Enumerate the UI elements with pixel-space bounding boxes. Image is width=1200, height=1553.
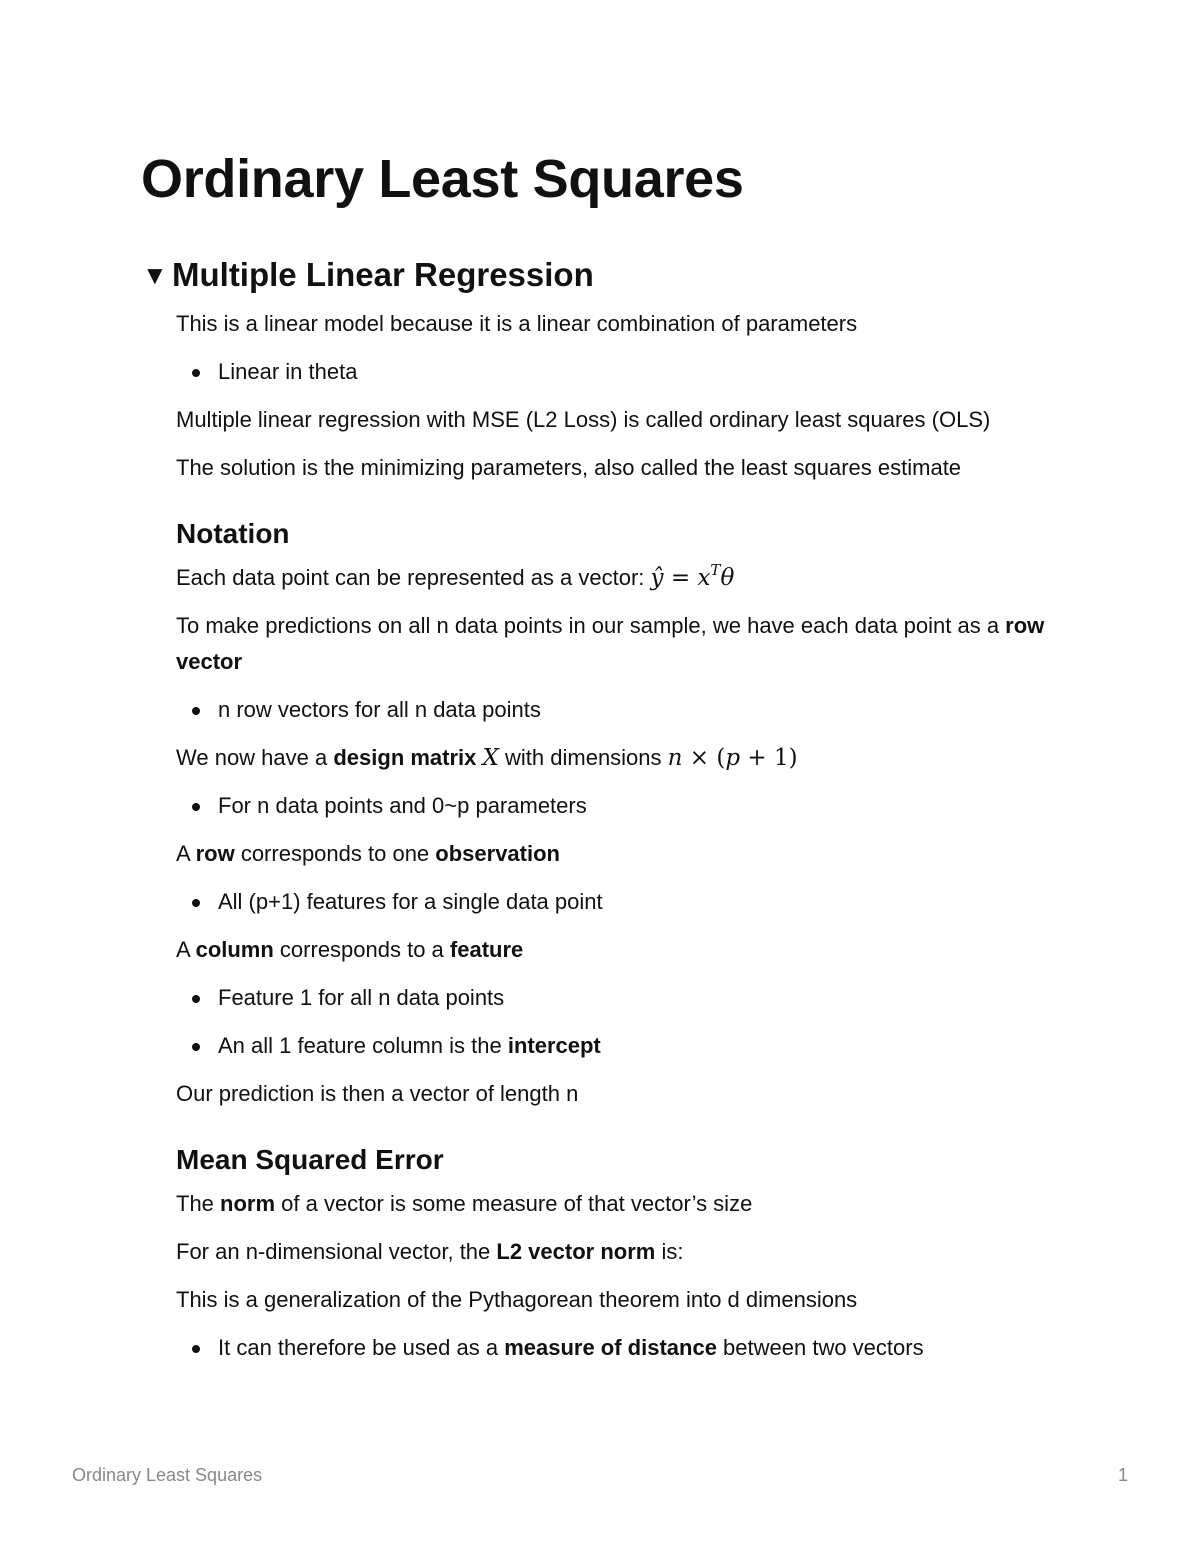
math-symbol: p bbox=[725, 745, 741, 771]
toggle-multiple-linear-regression[interactable] bbox=[142, 252, 594, 298]
paragraph bbox=[176, 1186, 1081, 1222]
bullet-list bbox=[176, 692, 1081, 728]
bold-text: row vector bbox=[176, 613, 1045, 674]
list-item: Linear in theta bbox=[176, 354, 1081, 390]
section-heading-mean-squared-error: Mean Squared Error bbox=[176, 1144, 444, 1175]
list-item: All (p+1) features for a single data point bbox=[176, 884, 1081, 920]
paragraph: The solution is the minimizing parameters, also called the least squares estimate bbox=[176, 455, 962, 480]
math-superscript: T bbox=[710, 561, 721, 579]
text: corresponds to a bbox=[273, 937, 450, 962]
math-symbol: ŷ bbox=[650, 565, 664, 591]
text: A bbox=[176, 841, 196, 866]
text: The bbox=[176, 1191, 221, 1216]
paragraph bbox=[176, 560, 1081, 596]
math-symbol: ( bbox=[716, 745, 726, 771]
list-item bbox=[176, 1330, 1081, 1366]
bullet-list bbox=[176, 980, 1081, 1064]
list-item: Feature 1 for all n data points bbox=[176, 980, 1081, 1016]
page-number: 1 bbox=[1117, 1465, 1128, 1485]
bullet-list bbox=[176, 1330, 1081, 1366]
paragraph bbox=[176, 740, 1081, 776]
math-symbol: X bbox=[482, 745, 499, 771]
math-symbol: 1 bbox=[774, 745, 789, 771]
paragraph: This is a generalization of the Pythagorean theorem into d dimensions bbox=[176, 1287, 858, 1312]
text: To make predictions on all n data points in our sample, we have each data point as a bbox=[176, 613, 1006, 638]
list-item: n row vectors for all n data points bbox=[176, 692, 1081, 728]
text: with dimensions bbox=[498, 745, 668, 770]
paragraph bbox=[176, 1234, 1081, 1270]
text: between two vectors bbox=[716, 1335, 924, 1360]
text: corresponds to one bbox=[234, 841, 436, 866]
bold-text: measure of distance bbox=[504, 1335, 717, 1360]
toggle-content bbox=[176, 306, 1081, 1378]
math-symbol: x bbox=[697, 565, 711, 591]
paragraph: This is a linear model because it is a linear combination of parameters bbox=[176, 311, 858, 336]
math-symbol: n bbox=[667, 745, 683, 771]
bullet-list bbox=[176, 788, 1081, 824]
bold-text: row bbox=[195, 841, 235, 866]
bold-text: feature bbox=[449, 937, 524, 962]
section-heading-notation: Notation bbox=[176, 518, 290, 549]
bold-text: intercept bbox=[507, 1033, 601, 1058]
math-symbol: ) bbox=[788, 745, 798, 771]
math-symbol: θ bbox=[720, 565, 735, 591]
math-symbol: + bbox=[740, 745, 775, 771]
text: Each data point can be represented as a vector: bbox=[176, 565, 651, 590]
text: We now have a bbox=[176, 745, 334, 770]
bullet-list bbox=[176, 884, 1081, 920]
bold-text: column bbox=[195, 937, 274, 962]
footer-title: Ordinary Least Squares bbox=[72, 1465, 263, 1485]
bold-text: L2 vector norm bbox=[496, 1239, 656, 1264]
bold-text: design matrix bbox=[333, 745, 477, 770]
paragraph: Our prediction is then a vector of length n bbox=[176, 1081, 579, 1106]
list-item bbox=[176, 1028, 1081, 1064]
bullet-list bbox=[176, 354, 1081, 390]
paragraph bbox=[176, 932, 1081, 968]
math-symbol: = bbox=[663, 565, 698, 591]
text: It can therefore be used as a bbox=[218, 1335, 505, 1360]
text: is: bbox=[655, 1239, 684, 1264]
paragraph bbox=[176, 836, 1081, 872]
bold-text: observation bbox=[435, 841, 560, 866]
bold-text: norm bbox=[220, 1191, 276, 1216]
text: An all 1 feature column is the bbox=[218, 1033, 508, 1058]
math-formula bbox=[668, 745, 798, 771]
math-formula bbox=[650, 561, 735, 591]
paragraph bbox=[176, 608, 1081, 680]
paragraph: Multiple linear regression with MSE (L2 Loss) is called ordinary least squares (OLS) bbox=[176, 407, 991, 432]
toggle-label: Multiple Linear Regression bbox=[172, 256, 594, 293]
page-title: Ordinary Least Squares bbox=[141, 149, 744, 209]
triangle-down-icon[interactable]: ▼ bbox=[142, 260, 168, 290]
text: A bbox=[176, 937, 196, 962]
text: of a vector is some measure of that vector’s size bbox=[275, 1191, 753, 1216]
math-symbol: × bbox=[682, 745, 717, 771]
list-item: For n data points and 0~p parameters bbox=[176, 788, 1081, 824]
text: For an n-dimensional vector, the bbox=[176, 1239, 497, 1264]
